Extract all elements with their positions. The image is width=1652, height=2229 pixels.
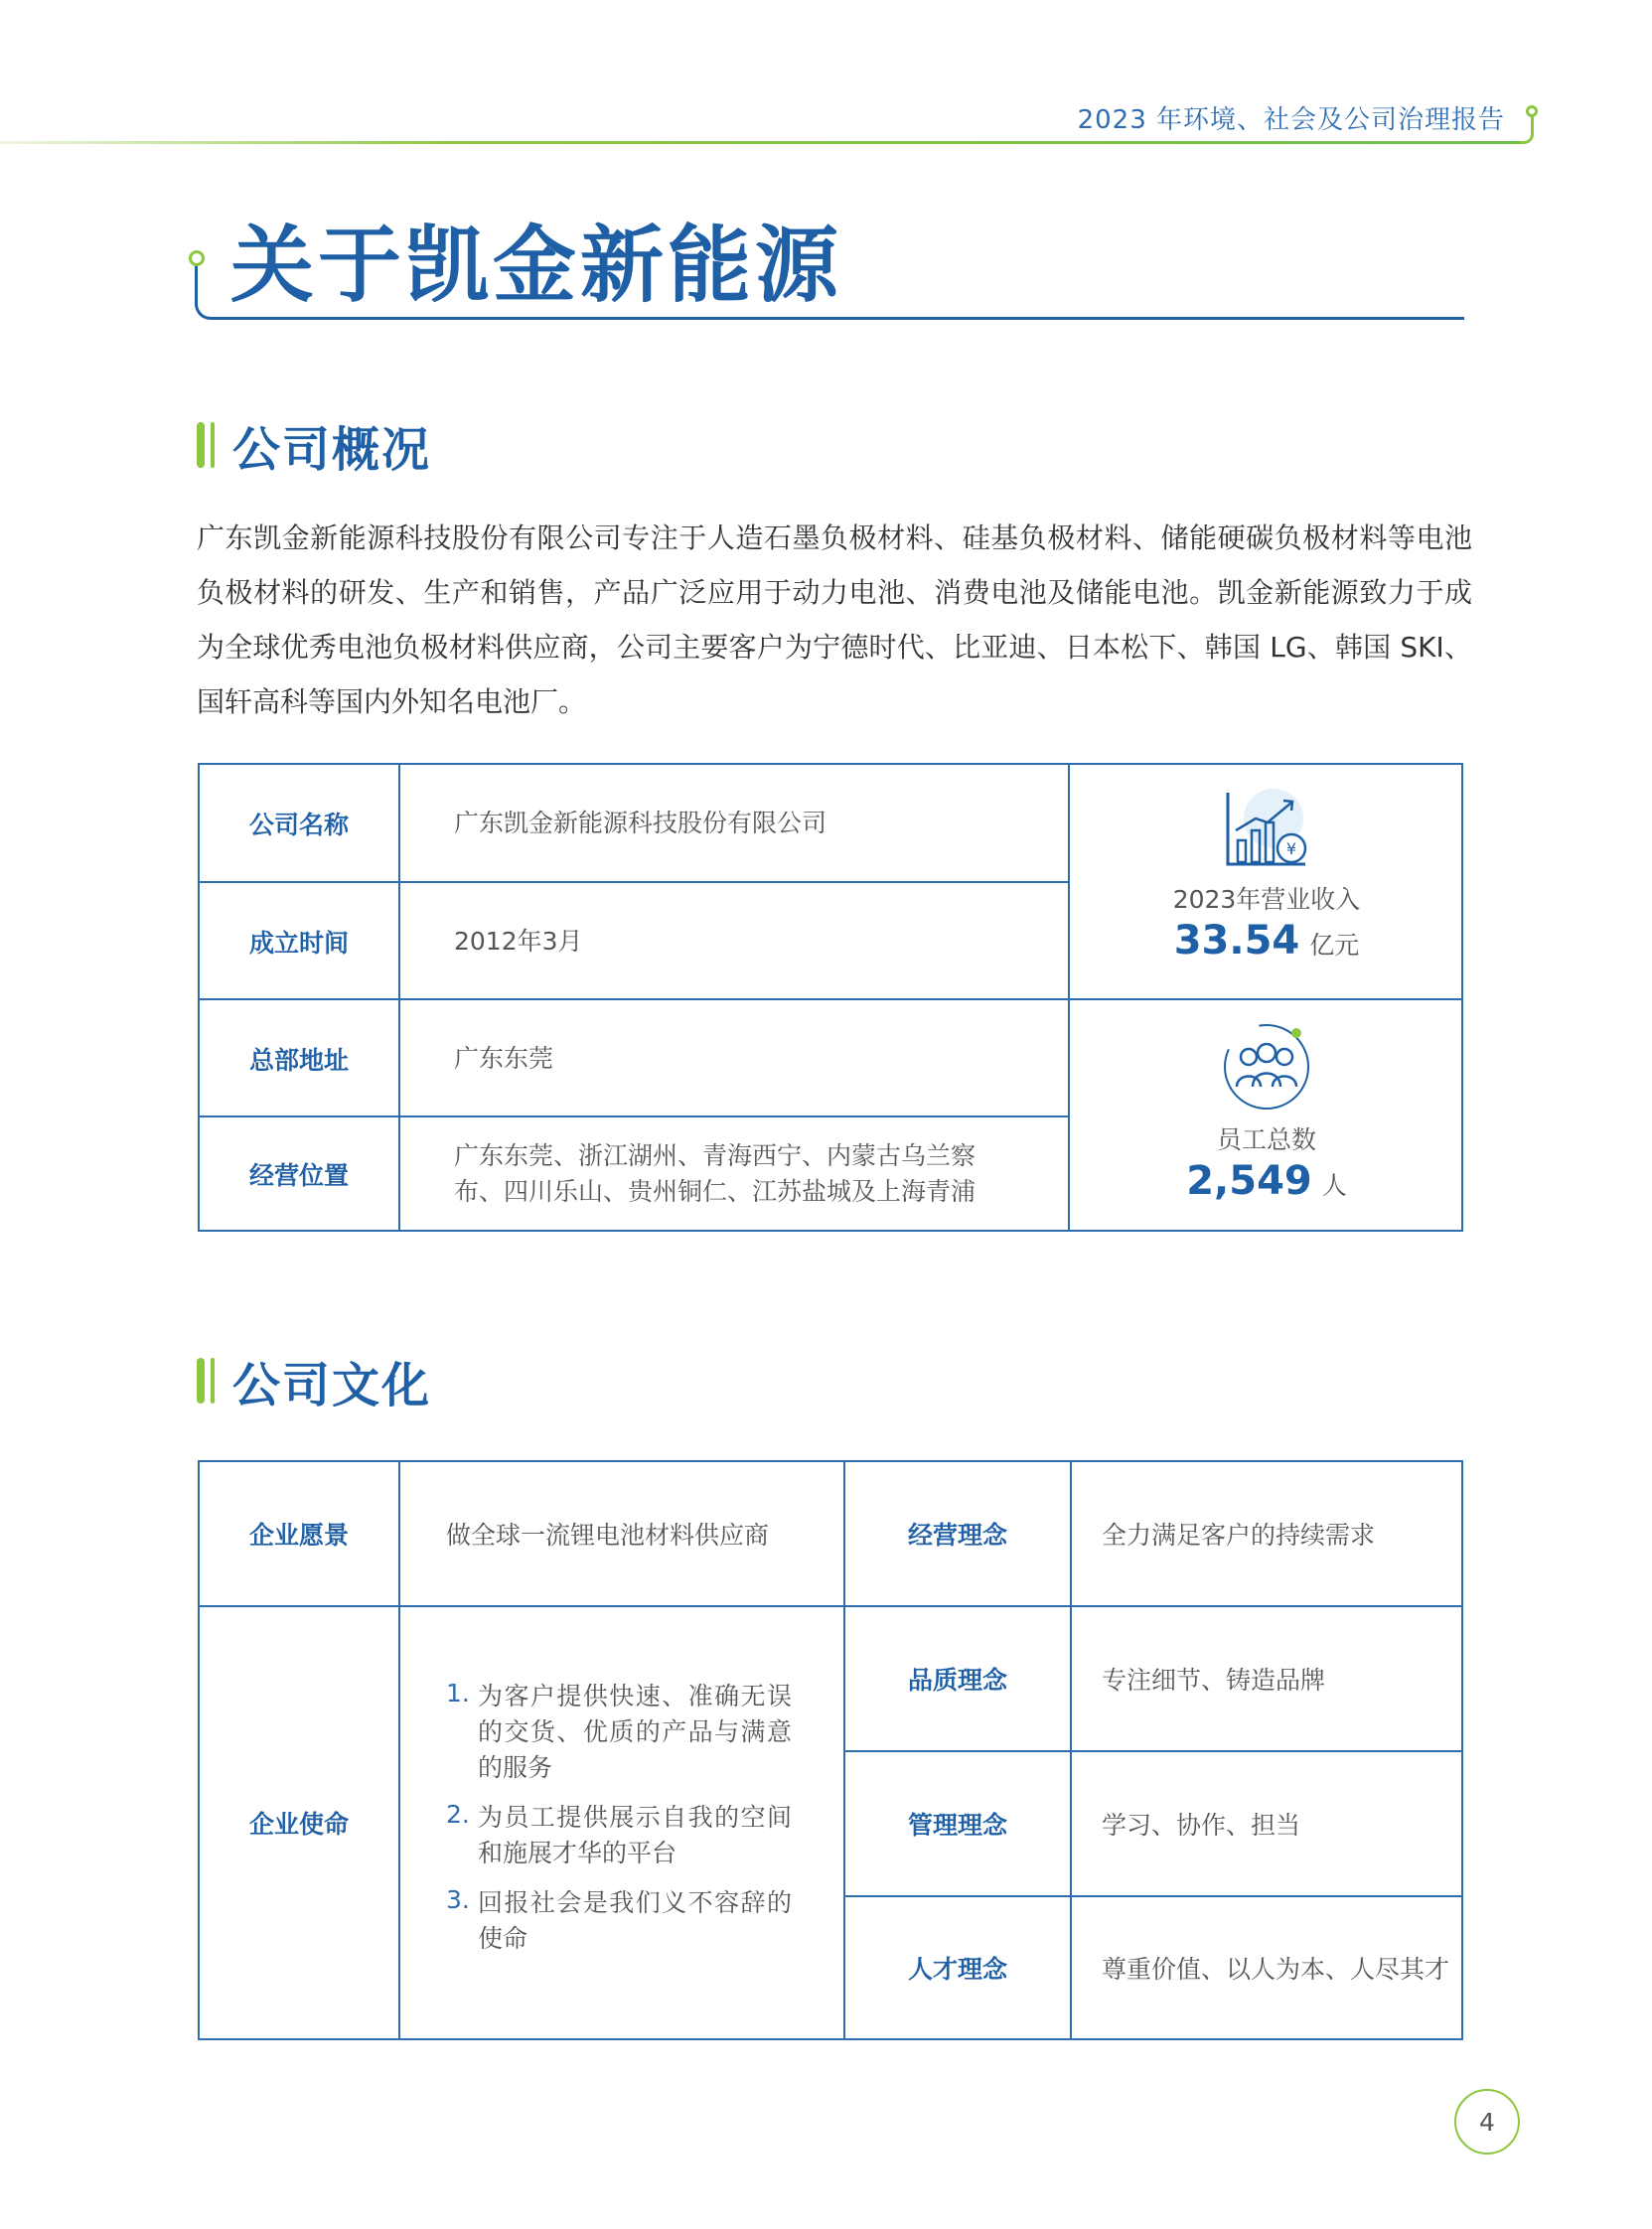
overview-label-name: 公司名称 xyxy=(200,765,400,882)
employees-label: 员工总数 xyxy=(1216,1125,1316,1154)
overview-label-hq: 总部地址 xyxy=(200,1000,400,1116)
talent-concept-value: 尊重价值、以人为本、人尽其才 xyxy=(1102,1955,1450,1984)
header-divider xyxy=(0,141,1520,144)
employees-icon xyxy=(1221,1021,1312,1113)
header-hook-decoration xyxy=(1520,113,1534,144)
overview-label-founded: 成立时间 xyxy=(200,883,400,999)
list-item xyxy=(446,1800,792,1871)
talent-concept-label: 人才理念 xyxy=(907,1955,1007,1984)
quality-concept-label: 品质理念 xyxy=(907,1666,1007,1695)
management-concept-value: 学习、协作、担当 xyxy=(1102,1811,1301,1840)
quality-concept-value: 专注细节、铸造品牌 xyxy=(1102,1666,1326,1695)
mission-label: 企业使命 xyxy=(248,1810,349,1839)
management-concept-label: 管理理念 xyxy=(907,1811,1007,1840)
overview-heading xyxy=(197,415,432,478)
employees-value-row xyxy=(1186,1158,1347,1204)
list-text: 为客户提供快速、准确无误的交货、优质的产品与满意的服务 xyxy=(478,1682,792,1782)
list-number: 3. xyxy=(446,1885,470,1914)
title-dot-decoration xyxy=(189,250,205,266)
revenue-unit: 亿元 xyxy=(1309,931,1360,960)
header-dot-decoration xyxy=(1526,105,1538,117)
mission-content xyxy=(400,1607,843,2038)
report-title: 2023 年环境、社会及公司治理报告 xyxy=(1077,105,1505,135)
vision-value: 做全球一流锂电池材料供应商 xyxy=(446,1521,770,1550)
page-title: 关于凯金新能源 xyxy=(230,217,843,314)
list-number: 2. xyxy=(446,1800,470,1829)
culture-table xyxy=(198,1460,1463,2040)
employees-stat xyxy=(1070,1021,1463,1204)
employees-number: 2,549 xyxy=(1186,1158,1312,1204)
employees-unit: 人 xyxy=(1321,1171,1347,1200)
overview-value-name: 广东凯金新能源科技股份有限公司 xyxy=(400,765,1070,882)
culture-heading-text: 公司文化 xyxy=(232,1357,432,1413)
overview-label-locations: 经营位置 xyxy=(200,1117,400,1230)
overview-table xyxy=(198,763,1463,1232)
list-item xyxy=(446,1885,792,1957)
list-number: 1. xyxy=(446,1679,470,1708)
list-item xyxy=(446,1679,792,1786)
heading-bars-icon xyxy=(197,1358,215,1404)
revenue-chart-icon xyxy=(1222,789,1311,872)
revenue-value-row xyxy=(1174,918,1360,964)
heading-bars-icon xyxy=(197,422,215,468)
revenue-number: 33.54 xyxy=(1173,918,1300,964)
svg-text:¥: ¥ xyxy=(1285,839,1297,858)
culture-heading xyxy=(197,1351,431,1411)
business-concept-value: 全力满足客户的持续需求 xyxy=(1102,1521,1376,1550)
report-header xyxy=(0,95,1652,155)
revenue-stat xyxy=(1070,789,1463,964)
overview-value-locations: 广东东莞、浙江湖州、青海西宁、内蒙古乌兰察布、四川乐山、贵州铜仁、江苏盐城及上海青浦 xyxy=(400,1117,1070,1230)
vision-label: 企业愿景 xyxy=(248,1521,349,1550)
overview-value-founded: 2012年3月 xyxy=(400,883,1070,999)
overview-intro: 广东凯金新能源科技股份有限公司专注于人造石墨负极材料、硅基负极材料、储能硬碳负极材料等电池负极材料的研发、生产和销售，产品广泛应用于动力电池、消费电池及储能电池。凯金新能源致力于成为全球优秀电池负极材料供应商，公司主要客户为宁德时代、比亚迪、日本松下、韩国 LG、韩国 SKI、国轩高科等国内外知名电池厂。 xyxy=(197,521,1472,718)
overview-value-hq: 广东东莞 xyxy=(400,1000,1070,1116)
list-text: 回报社会是我们义不容辞的使命 xyxy=(478,1888,792,1953)
mission-list xyxy=(446,1679,792,1971)
business-concept-label: 经营理念 xyxy=(907,1521,1007,1550)
page-number: 4 xyxy=(1454,2089,1520,2155)
list-text: 为员工提供展示自我的空间和施展才华的平台 xyxy=(478,1803,792,1867)
revenue-label: 2023年营业收入 xyxy=(1172,885,1361,914)
overview-heading-text: 公司概况 xyxy=(232,421,432,478)
